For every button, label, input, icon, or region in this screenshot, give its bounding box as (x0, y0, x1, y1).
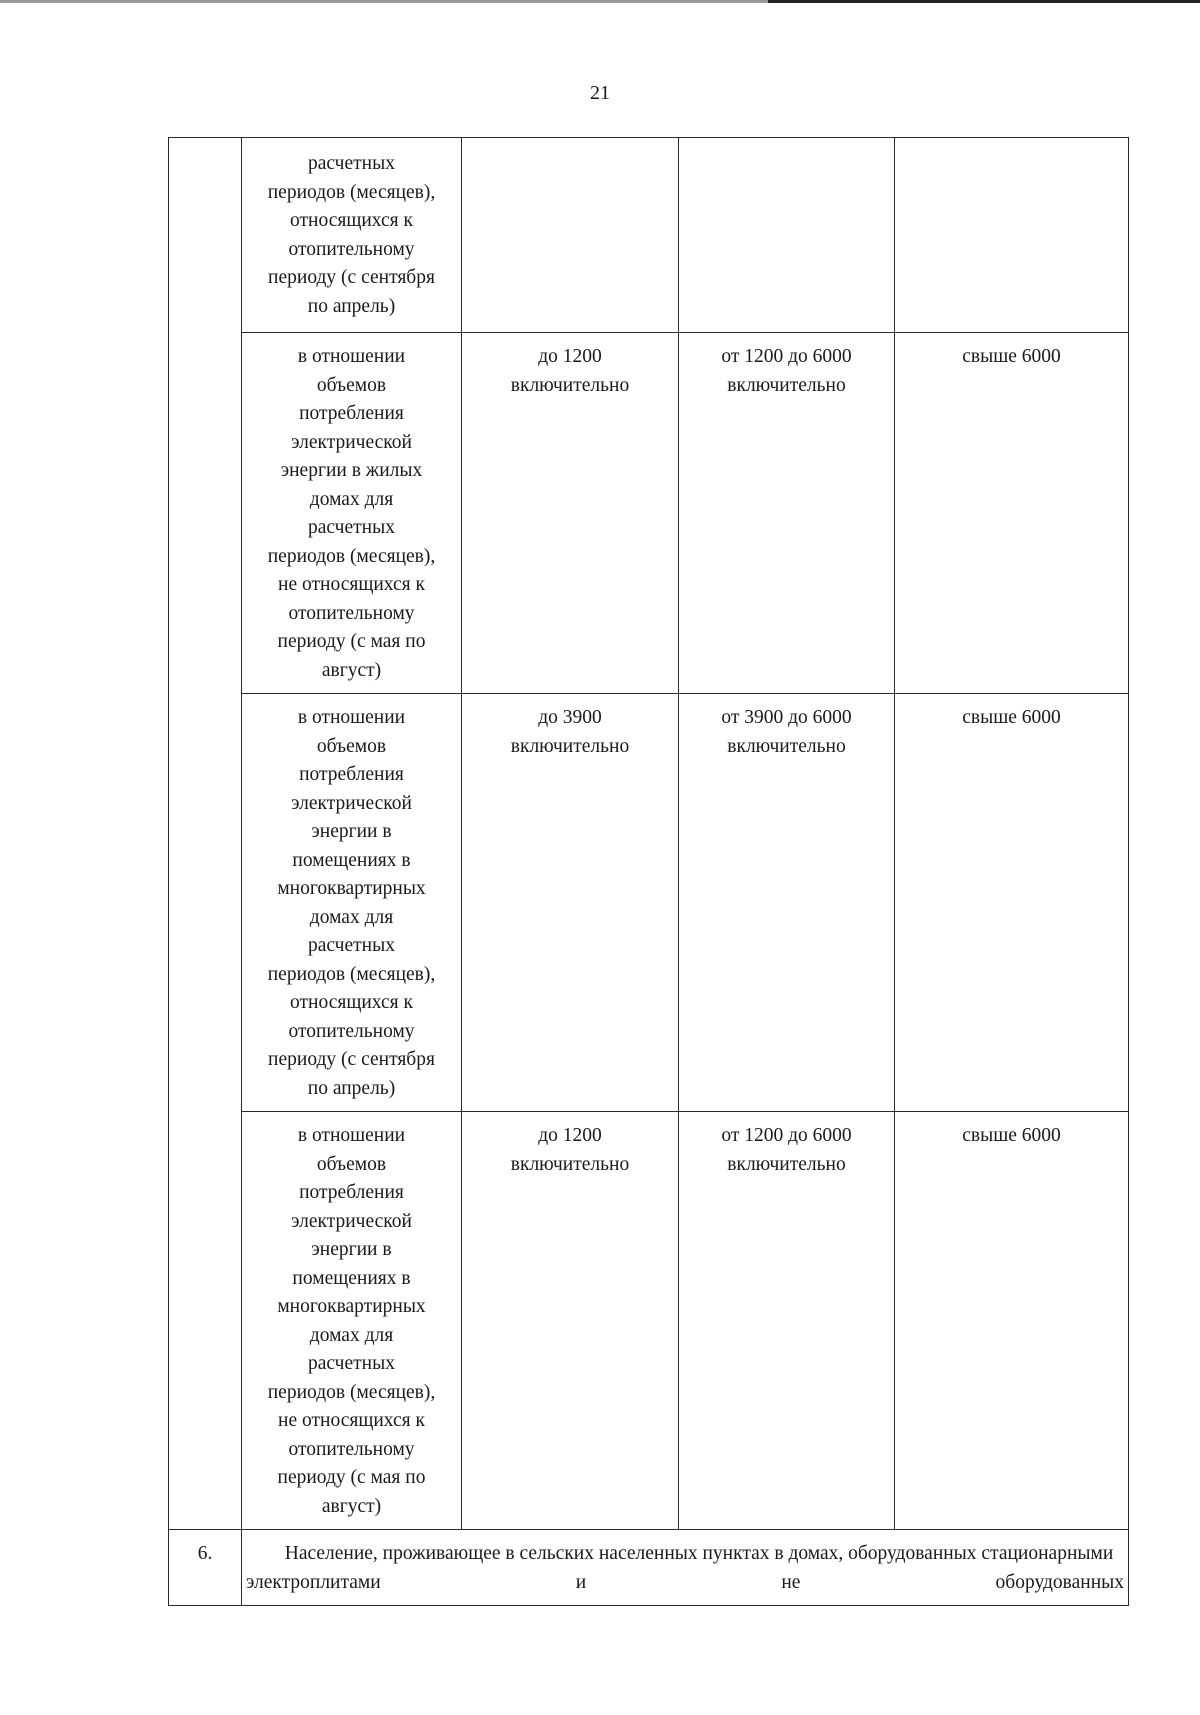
range-mid-cell: от 1200 до 6000 включительно (679, 1112, 895, 1530)
item-number: 6. (169, 1530, 242, 1606)
number-cell-empty (169, 138, 242, 1530)
range-mid-cell: от 3900 до 6000 включительно (679, 694, 895, 1112)
row-description: в отношении объемов потребления электрической энергии в помещениях в многоквартирных домах для расчетных периодов (месяцев), не относящихся к отопительному периоду (с мая по август) (242, 1112, 462, 1530)
range-mid-cell (679, 138, 895, 333)
row-description: в отношении объемов потребления электрической энергии в жилых домах для расчетных периодов (месяцев), не относящихся к отопительному периоду (с мая по август) (242, 333, 462, 694)
range-high-cell: свыше 6000 (895, 694, 1129, 1112)
range-mid-cell: от 1200 до 6000 включительно (679, 333, 895, 694)
row-description: в отношении объемов потребления электрической энергии в помещениях в многоквартирных домах для расчетных периодов (месяцев), относящихся к отопительному периоду (с сентября по апрель) (242, 694, 462, 1112)
tariff-table (168, 137, 1129, 1606)
range-low-cell (462, 138, 679, 333)
range-low-cell: до 3900 включительно (462, 694, 679, 1112)
range-high-cell (895, 138, 1129, 333)
range-high-cell: свыше 6000 (895, 1112, 1129, 1530)
table-row (169, 1112, 1129, 1530)
range-low-cell: до 1200 включительно (462, 1112, 679, 1530)
page-number: 21 (590, 82, 610, 104)
table-row-item-6 (169, 1530, 1129, 1606)
scan-top-edge (0, 0, 1200, 3)
item-text: Население, проживающее в сельских населенных пунктах в домах, оборудованных стационарными электроплитами и не оборудованных (242, 1530, 1129, 1606)
row-description: расчетных периодов (месяцев), относящихся к отопительному периоду (с сентября по апрель) (242, 138, 462, 333)
table-row (169, 333, 1129, 694)
table-row (169, 694, 1129, 1112)
table-row (169, 138, 1129, 333)
range-high-cell: свыше 6000 (895, 333, 1129, 694)
range-low-cell: до 1200 включительно (462, 333, 679, 694)
